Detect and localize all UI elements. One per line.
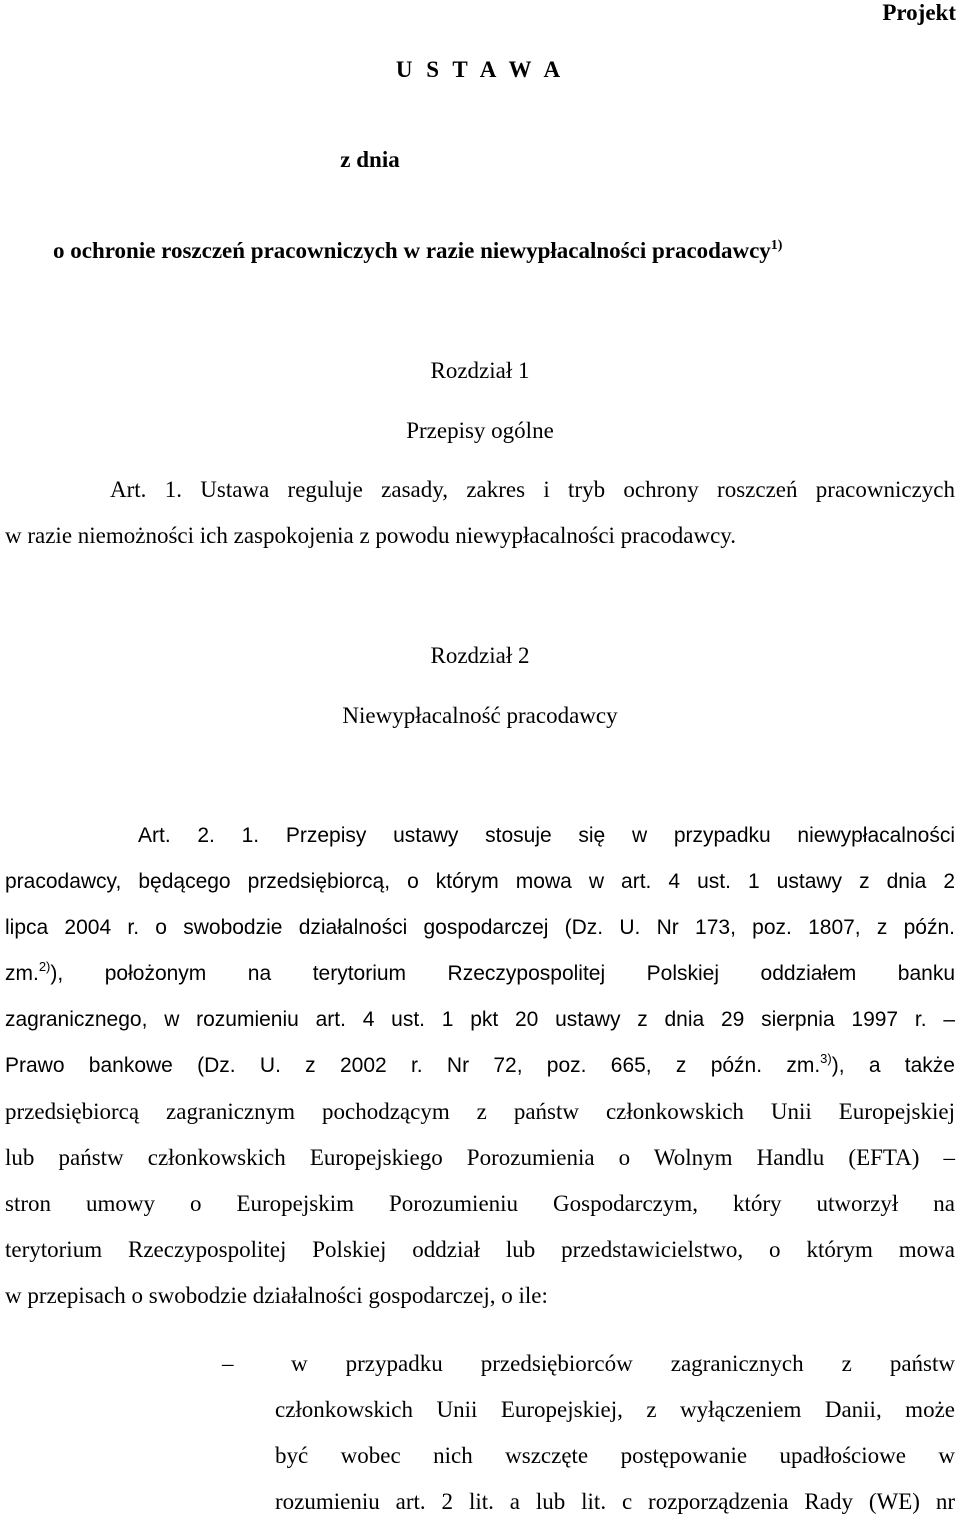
footnote-ref-1: 1) <box>770 238 783 253</box>
act-title <box>53 228 782 274</box>
article-2-line: lub państw członkowskich Europejskiego Porozumienia o Wolnym Handlu (EFTA) – <box>5 1145 955 1170</box>
article-1 <box>5 467 955 559</box>
footnote-ref-3: 3) <box>820 1051 832 1066</box>
act-date-line: z dnia <box>340 147 400 172</box>
article-2-line <box>5 951 955 997</box>
article-2-line: przedsiębiorcą zagranicznym pochodzącym z państw członkowskich Unii Europejskiej <box>5 1099 955 1124</box>
article-2-line-rest: ), a także <box>831 1054 955 1077</box>
list-dash-marker: – <box>222 1351 234 1376</box>
article-2-line <box>5 1043 955 1089</box>
article-2-line-text: Prawo bankowe (Dz. U. z 2002 r. Nr 72, poz. 665, z późn. zm. <box>5 1054 821 1077</box>
article-2-line: terytorium Rzeczypospolitej Polskiej oddział lub przedstawicielstwo, o którym mowa <box>5 1237 955 1262</box>
article-2-part-sans <box>5 813 955 1089</box>
chapter-2-subheading: Niewypłacalność pracodawcy <box>342 703 618 728</box>
article-2-line: lipca 2004 r. o swobodzie działalności gospodarczej (Dz. U. Nr 173, poz. 1807, z późn. <box>5 916 955 939</box>
list-item-line: rozumieniu art. 2 lit. a lub lit. c rozporządzenia Rady (WE) nr <box>275 1489 955 1514</box>
article-2-line-rest: ), położonym na terytorium Rzeczypospolitej Polskiej oddziałem banku <box>50 962 955 985</box>
article-2-part-serif <box>5 1089 955 1319</box>
article-2-zm: zm. <box>5 962 39 985</box>
article-2-line: w przepisach o swobodzie działalności gospodarczej, o ile: <box>5 1283 548 1308</box>
article-1-line: w razie niemożności ich zaspokojenia z powodu niewypłacalności pracodawcy. <box>5 523 737 548</box>
article-2-line: stron umowy o Europejskim Porozumieniu Gospodarczym, który utworzył na <box>5 1191 955 1216</box>
chapter-2-heading: Rozdział 2 <box>430 643 530 668</box>
act-title-text: o ochronie roszczeń pracowniczych w razie niewypłacalności pracodawcy <box>53 238 771 263</box>
article-1-line: Art. 1. Ustawa reguluje zasady, zakres i tryb ochrony roszczeń pracowniczych <box>110 477 955 502</box>
list-item <box>275 1341 955 1525</box>
article-2-line: pracodawcy, będącego przedsiębiorcą, o którym mowa w art. 4 ust. 1 ustawy z dnia 2 <box>5 870 955 893</box>
draft-label: Projekt <box>882 0 956 25</box>
list-item-line: członkowskich Unii Europejskiej, z wyłączeniem Danii, może <box>275 1397 955 1422</box>
article-2-line: zagranicznego, w rozumieniu art. 4 ust. 1 pkt 20 ustawy z dnia 29 sierpnia 1997 r. – <box>5 1008 955 1031</box>
list-item-line: być wobec nich wszczęte postępowanie upadłościowe w <box>275 1443 955 1468</box>
chapter-1-heading: Rozdział 1 <box>430 358 530 383</box>
footnote-ref-2: 2) <box>38 959 51 974</box>
list-item-line: w przypadku przedsiębiorców zagranicznych z państw <box>291 1351 955 1376</box>
article-2-line: Art. 2. 1. Przepisy ustawy stosuje się w przypadku niewypłacalności <box>138 824 955 847</box>
chapter-1-subheading: Przepisy ogólne <box>406 418 554 443</box>
act-heading: U S T A W A <box>395 57 565 82</box>
